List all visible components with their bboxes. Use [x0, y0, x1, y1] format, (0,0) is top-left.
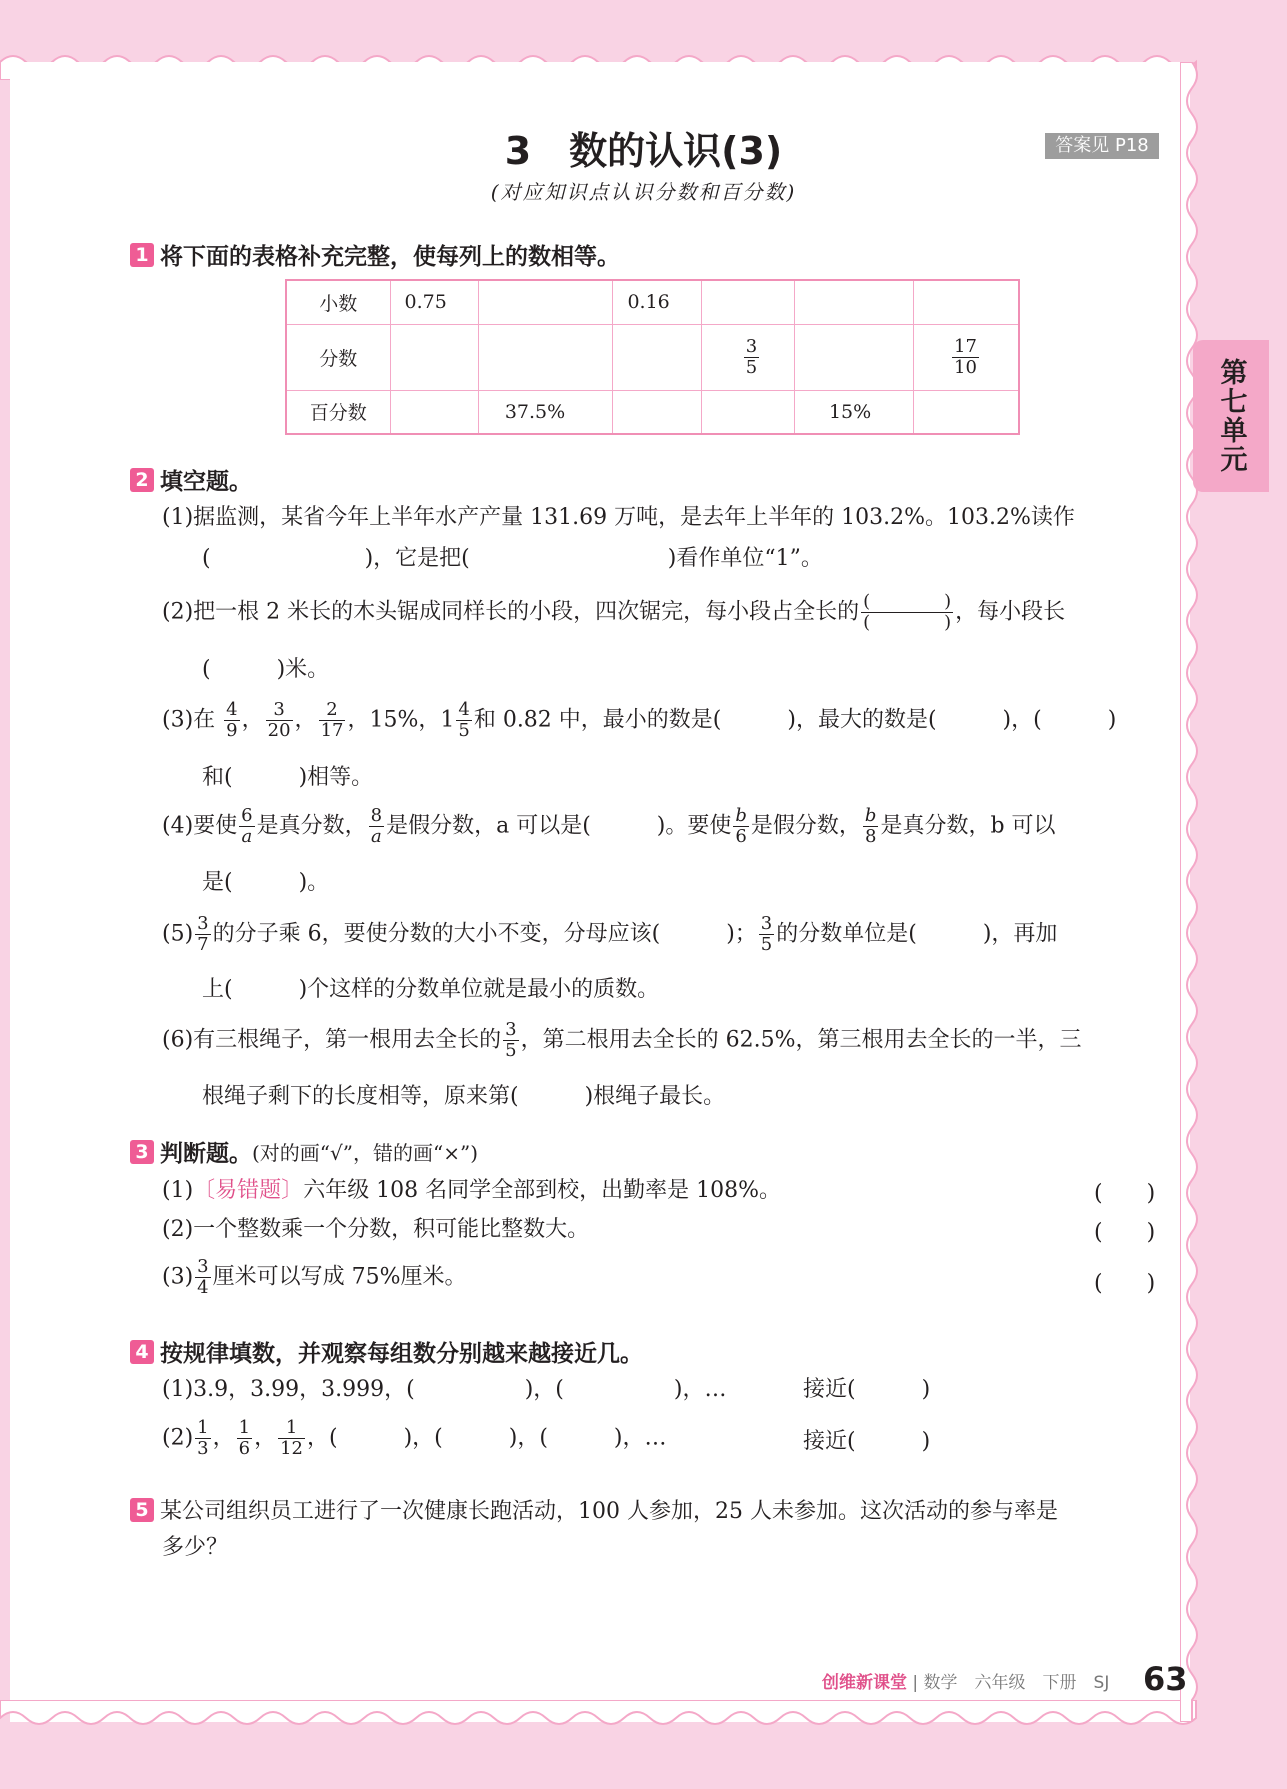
book-info: | 数学 六年级 下册 SJ: [907, 1673, 1110, 1693]
q2-item-2-line-1: [162, 592, 1065, 633]
q2-item-5-line-1: (5) $\frac{3}{7}$ 的分子乘 6，要使分数的大小不变，分母应该( )； $\frac{3}{5}$ 的分数单位是( )，再加: [162, 913, 1058, 955]
fraction: $\frac{3}{5}$: [505, 1019, 517, 1061]
unit-label: 第七单元: [1215, 358, 1247, 474]
fraction: $\frac{3}{5}$: [760, 913, 773, 955]
table-row: [286, 280, 1019, 324]
page-title: 3 数的认识(3): [504, 129, 783, 173]
fraction: $\frac{b}{8}$: [864, 805, 877, 847]
blank-fraction[interactable]: ( ) ( ): [863, 591, 952, 633]
q2-item-3-line-1: (3)在 $\frac{4}{9}$ ， $\frac{3}{20}$ ， $\frac{2}{17}$ ，15%，1 $\frac{4}{5}$ 和 0.82 中，最小的数是( )，最大的数是( )，( ): [162, 699, 1117, 741]
table-cell-blank[interactable]: [390, 390, 478, 434]
fraction: $\frac{6}{a}$: [241, 805, 253, 847]
table-cell: 15%: [794, 390, 913, 434]
question-text: 某公司组织员工进行了一次健康长跑活动，100 人参加，25 人未参加。这次活动的参与率是: [160, 1499, 1058, 1524]
question-text: 按规律填数，并观察每组数分别越来越接近几。: [160, 1341, 643, 1367]
q2-item-4-line-1: (4)要使 $\frac{6}{a}$ 是真分数， $\frac{8}{a}$ 是假分数，a 可以是( )。要使 $\frac{b}{6}$ 是假分数， $\frac{b}{8}$ 是真分数，b 可以: [162, 805, 1056, 847]
table-cell-blank[interactable]: [478, 280, 613, 324]
fraction: $\frac{1}{6}$: [238, 1417, 251, 1459]
table-cell-blank[interactable]: [914, 390, 1020, 434]
q2-item-6-line-2: 根绳子剩下的长度相等，原来第( )根绳子最长。: [202, 1084, 726, 1109]
page-subtitle: (对应知识点认识分数和百分数): [490, 180, 797, 204]
q2-item-2-line-2: ( )米。: [202, 657, 330, 682]
fraction: $\frac{4}{5}$: [458, 699, 470, 741]
question-text: 判断题。: [160, 1141, 252, 1167]
answer-blank[interactable]: ( ): [1094, 1271, 1156, 1296]
q4-item-1: (1)3.9，3.99，3.999，( )，( )，…: [162, 1377, 727, 1402]
q3-item-2: (2)一个整数乘一个分数，积可能比整数大。: [162, 1217, 590, 1242]
q3-item-1: (1)〔易错题〕六年级 108 名同学全部到校，出勤率是 108%。: [162, 1178, 782, 1203]
fraction: $\frac{17}{10}$: [954, 335, 977, 378]
question-text: 将下面的表格补充完整，使每列上的数相等。: [160, 244, 620, 270]
fraction: $\frac{3}{20}$: [267, 699, 291, 741]
row-header: 分数: [286, 324, 390, 390]
question-2-heading: [130, 463, 252, 496]
question-3-heading: [130, 1135, 478, 1168]
table-row: [286, 324, 1019, 390]
right-wave-border: [1180, 62, 1210, 1722]
table-cell-blank[interactable]: [701, 390, 794, 434]
question-5-heading: [130, 1494, 1058, 1525]
row-header: 小数: [286, 280, 390, 324]
error-prone-tag: 〔易错题〕: [193, 1178, 304, 1203]
q2-item-3-line-2: 和( )相等。: [202, 765, 374, 790]
unit-side-tab: [1193, 340, 1269, 492]
table-cell-blank[interactable]: [794, 280, 913, 324]
footer: [822, 1668, 1109, 1693]
fraction: $\frac{1}{3}$: [197, 1417, 209, 1459]
table-cell: 37.5%: [478, 390, 613, 434]
page-number: 63: [1143, 1660, 1188, 1698]
fraction: $\frac{b}{6}$: [735, 805, 747, 847]
question-text: 填空题。: [160, 469, 252, 495]
question-number-badge: 1: [130, 243, 154, 267]
q2-item-4-line-2: 是( )。: [202, 870, 330, 895]
table-cell-blank[interactable]: [794, 324, 913, 390]
table-cell-blank[interactable]: [914, 280, 1020, 324]
fraction: $\frac{2}{17}$: [320, 699, 344, 741]
q4-item-2: (2) $\frac{1}{3}$ ， $\frac{1}{6}$ ， $\frac{1}{12}$ ，( )，( )，( )，…: [162, 1417, 667, 1459]
table-row: [286, 390, 1019, 434]
question-5-line-2: 多少？: [162, 1535, 229, 1560]
bottom-wave-border: [0, 1700, 1287, 1740]
table-cell: [701, 324, 794, 390]
table-cell: [914, 324, 1020, 390]
question-1-heading: [130, 238, 620, 271]
conversion-table: [285, 279, 1020, 435]
question-note: (对的画“√”，错的画“×”): [252, 1141, 479, 1165]
fraction: $\frac{3}{7}$: [197, 913, 209, 955]
q4-item-1-near: 接近( ): [803, 1377, 931, 1402]
table-cell: 0.16: [613, 280, 701, 324]
fraction: $\frac{4}{9}$: [226, 699, 238, 741]
answer-blank[interactable]: ( ): [1094, 1220, 1156, 1245]
fraction: $\frac{3}{4}$: [197, 1256, 209, 1298]
item-text: (2)把一根 2 米长的木头锯成同样长的小段，四次锯完，每小段占全长的: [162, 599, 860, 625]
answer-blank[interactable]: ( ): [1094, 1181, 1156, 1206]
question-number-badge: 5: [130, 1498, 154, 1522]
fraction: $\frac{3}{5}$: [745, 335, 758, 378]
table-cell-blank[interactable]: [390, 324, 478, 390]
question-4-heading: [130, 1335, 643, 1368]
q2-item-1-line-2: ( )，它是把( )看作单位“1”。: [202, 546, 823, 571]
fraction: $\frac{1}{12}$: [280, 1417, 304, 1459]
question-number-badge: 4: [130, 1340, 154, 1364]
table-cell: 0.75: [390, 280, 478, 324]
question-number-badge: 3: [130, 1140, 154, 1164]
q2-item-6-line-1: (6)有三根绳子，第一根用去全长的 $\frac{3}{5}$ ，第二根用去全长的 62.5%，第三根用去全长的一半，三: [162, 1019, 1082, 1061]
answer-reference-badge: 答案见 P18: [1045, 133, 1159, 159]
q2-item-1-line-1: (1)据监测，某省今年上半年水产产量 131.69 万吨，是去年上半年的 103.2%。103.2%读作: [162, 505, 1075, 530]
fraction: $\frac{8}{a}$: [370, 805, 383, 847]
table-cell-blank[interactable]: [613, 324, 701, 390]
row-header: 百分数: [286, 390, 390, 434]
table-cell-blank[interactable]: [478, 324, 613, 390]
table-cell-blank[interactable]: [701, 280, 794, 324]
table-cell-blank[interactable]: [613, 390, 701, 434]
item-text: ，每小段长: [955, 599, 1066, 625]
q4-item-2-near: 接近( ): [803, 1429, 931, 1454]
question-number-badge: 2: [130, 468, 154, 492]
q2-item-5-line-2: 上( )个这样的分数单位就是最小的质数。: [202, 977, 660, 1002]
q3-item-3: (3) $\frac{3}{4}$ 厘米可以写成 75%厘米。: [162, 1256, 467, 1298]
brand-name: 创维新课堂: [822, 1673, 907, 1693]
